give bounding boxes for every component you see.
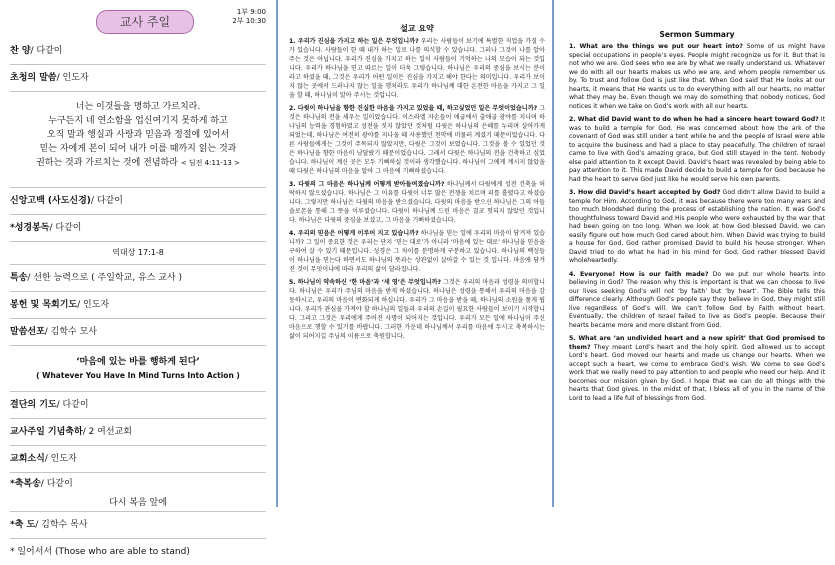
summary-answer: They meant Lord’s heart and the holy spirit. God allowed us to accept Lord’s heart. God moved our hearts and made us change our hearts. When we accept such a heart, we come to embrace God’s wish. We come to see God’s work that we really need to pay attention to and people who need our help. And it becomes our mission given by God. I hope that we can do all things with the hearts that God gives. In the midst of that, I bless all of you in the name of the Lord to lead a life full of blessings from God. [569,343,825,402]
summary-answer: Some of us might have special occupations in people’s eyes. People might recognize us for it. But that is not who we are. God sees who we are by what we really understand us. Whatever we do with all our hearts makes us who we are, and whom people remember us by. To trust and follow God is just like that. When God said that He looks at our hearts, it means that He wants us to do everything with all our hearts, no matter what they may be. Even though we may do something that nobody notices, God notices it when we take on God’s work with all our hearts. [569,43,825,110]
bulletin-header [10,8,266,38]
panel-divider-right [552,0,554,507]
order-item-leader: / 다같이 [90,196,123,206]
scripture-line: 너는 이것들을 명하고 가르치라. [75,102,201,112]
summary-question: 1. 우리가 진심을 가지고 하는 일은 무엇입니까? [289,38,419,45]
order-item-leader: / 다같이 [56,400,89,410]
order-item-offering [10,292,266,319]
summary-question: 1. What are the things we put our heart into? [569,43,743,50]
order-item-leader: / 선한 능력으로 ( 주일학교, 유스 교사 ) [27,273,183,283]
scripture-text: 권하는 것과 가르치는 것에 전념하라 [36,158,178,168]
order-item-name: 특송 [10,273,28,283]
summary-question: 2. 다윗이 하나님을 향한 진실한 마음을 가지고 있었을 때, 하고싶었던 일은 무엇이었습니까? [289,105,538,112]
order-item-announcements [10,446,266,473]
order-item-name: 찬 양 [10,46,31,56]
summary-answer: God didn’t allow David to build a temple for Him. According to God, it was because there were too many wars and too much bloodshed during the process of establishing the nation. It was God’s thoughtfulness toward David and His people who were exhausted by the war that had been going on too long. When we look at how God blessed David, we can easily figure out how much God cared about him. When David was trying to build a house for God, God rather promised David to build his house stronger. When David tried to do what he had in his mind for God, God rather blessed David wholeheartedly. [569,189,825,264]
panel-divider-left [276,0,278,507]
korean-summary-heading: 설교 요약 [400,24,434,33]
closing-song-title: 다시 복음 앞에 [10,495,266,512]
order-item-praise [10,38,266,65]
order-item-name: 봉헌 및 목회기도 [10,300,78,310]
summary-answer: It was to build a temple for God. He was concerned about how the ark of the covenant of God was still under a tent while he and the people of Israel were able to acquire the business and had a place to stay peacefully. The children of Israel came to live with God’s amazing grace, but God still stayed in the tent. Nobody else paid attention to it except David. David’s heart was revealed by being able to pay attention to it. This made David decide to build a temple for God because he had the heart to serve God just like he would serve his own parents. [569,116,826,183]
english-summary-item [569,116,825,184]
order-item-name: 결단의 기도 [10,400,57,410]
order-item-leader: / 다같이 [49,223,82,233]
english-summary-heading: Sermon Summary [659,30,735,39]
summary-answer: 우리는 사람들이 보기에 특별한 직업을 가질 수가 있습니다. 사람들이 한 때 내가 하는 일로 나를 의식할 수 있습니다. 그러나 그것이 나를 알아주는 것은 아닙니다. 우리가 진심을 가지고 하는 일이 사람들이 기억하는 나의 모습이 되는 것입니다. 우리가 하나님을 믿고 따르는 일이 더욱 그렇습니다. 하나님은 우리의 중심을 보시는 분이라고 하셨을 때, 그것은 우리가 어떤 일이든 진심을 가지고 해야 한다는 의미입니다. 우리가 보이지 않는 곳에서 드러나지 않는 일을 행치라도 우리가 하나님께 대한 온전한 마음을 가지고 그 일을 할 때, 하나님이 알아 주시는 것입니다. [289,38,546,99]
summary-question: 3. 다윗의 그 마음은 하나님께 어떻게 받아들여졌습니까? [289,181,445,188]
summary-answer: 그것은 우리의 마음과 성령을 의미합니다. 하나님은 우리가 주님의 마음을 받게 하셨습니다. 하나님은 성령을 통해서 우리의 마음을 감동하시고, 우리의 마음이 변화되게 하십니다. 우리가 그 마음을 받을 때, 하나님의 소원을 품게 됩니다. 우리가 관심을 가져야 할 하나님의 일들과 우리의 손길이 필요한 사람들이 보이기 시작합니다. 그리고 그것은 우리에게 주어진 사명이 되어지는 것입니다. 우리가 모든 일에 하나님이 주신 마음으로 행할 수 있기를 바랍니다. 그러한 가운데 하나님께서 우리를 마음에 두시고 축복하시는 삶이 되어지길 주님의 이름으로 축원합니다. [289,279,545,340]
order-item-creed [10,188,266,215]
order-item-doxology [10,473,266,495]
summary-question: 4. 우리의 믿음은 어떻게 이루어 지고 있습니까? [289,230,419,237]
call-to-worship-scripture [10,92,266,188]
scripture-line: 누구든지 네 연소함을 업신여기지 못하게 하고 [48,116,228,126]
english-summary-panel [557,0,835,507]
korean-summary-item [289,37,545,100]
scripture-reference-reading: 역대상 17:1-8 [112,248,164,257]
english-summary-item [569,43,825,111]
english-summary-item [569,189,825,266]
summary-question: 5. What are ‘an undivided heart and a new spirit’ that God promised to them? [569,335,825,351]
order-item-name: 말씀선포 [10,327,45,337]
scripture-line: 믿는 자에게 본이 되어 내가 이를 때까지 읽는 것과 [39,144,237,154]
order-of-worship-panel [0,0,276,557]
order-item-teacher-celebration [10,419,266,446]
page-title: 교사 주일 [96,10,194,34]
order-item-name: 교회소식 [10,454,45,464]
order-item-name: 교사주일 기념축하 [10,427,83,437]
korean-summary-item [289,104,545,176]
english-summary-item [569,271,825,331]
sermon-title [10,346,266,392]
korean-summary-item [289,229,545,274]
summary-answer: 하나님께서 다윗에게 성전 건축을 허락하지 않으셨습니다. 하나님은 그 이유를 다윗이 너무 많은 전쟁을 치르며 피를 흘렸다고 하셨습니다. 그렇지만 하나님은 다윗의 마음을 받으셨습니다. 다윗의 마음을 받으신 하나님은 그의 아들 솔로몬을 통해 그 뜻을 이루셨습니다. 다윗이 하나님께 드린 마음은 결코 헛되지 않았던 것입니다. 하나님은 다윗의 중심을 보셨고, 그 마음을 기뻐하셨습니다. [289,181,546,224]
korean-summary-panel [279,0,549,507]
korean-summary-item [289,180,545,225]
order-item-leader: / 김학수 모사 [44,327,98,337]
order-item-leader: / 다같이 [30,46,63,56]
scripture-line [10,156,266,170]
summary-answer: Do we put our whole hearts into believing in God? The reason why this is important is that we can choose to live our lives seeking God’s will not ‘by faith’ but ‘by heart’. The Bible tells this difference clearly. Although God’s people say they believe in God, they might still live regardless of God’s will. We can’t follow God by Faith without heart. Eventually, the children of Israel failed to live as God’s people. Because their hearts became more and more distant from God. [569,270,825,329]
order-item-leader: / 2 여선교회 [82,427,132,437]
order-item-name: *축복송 [10,479,41,489]
summary-answer: 하나님을 믿는 일에 우리의 마음이 담겨져 있습니까? 그 일이 중요한 것은 우리는 단지 ‘믿는 대로’가 아니라 ‘마음에 있는 대로’ 하나님을 믿음을 구하여 살 수 있기 때문입니다. 성경은 그 차이를 분명하게 구분하고 있습니다. 하나님의 백성들이 하나님을 믿는다 하면서도 하나님의 뜻과는 상관없이 살아갈 수 있는 것 입니다. 마음에 담겨진 것이 무엇이냐에 따라 우리의 삶이 달라집니다. [289,230,546,273]
scripture-line: 오직 말과 행실과 사랑과 믿음과 정절에 있어서 [46,130,230,140]
order-item-name: *축 도 [10,520,36,530]
summary-answer: 그것은 하나님의 전을 세우는 일이었습니다. 이스라엘 자손들이 애굽에서 출애굽 광야를 지나며 하나님의 능력을 경험하였고 성전을 짓지 않았던 것처럼 다윗은 하나님의 은혜를 누리며 살아가게 되었는데, 하나님은 여전히 광야를 지나올 때 사용했던 천막에 머물러 계셨기 때문이었습니다. 다른 사람들에게는 그것이 주목되지 않았지만, 다윗은 그것이 보였습니다. 그것을 볼 수 있었던 것은 하나님을 향한 마음이 남달랐기 때문이었습니다. 그래서 다윗은 하나님의 전을 건축하고 싶었습니다. 하나님이 계신 곳은 모두 기뻐하실 것이라 생각했습니다. 하나님이 그에게 계시지 않았을 때 다윗은 하나님의 마음을 알아 그 마음에 기뻐하셨습니다. [289,105,545,175]
summary-question: 5. 하나님이 약속하신 ‘한 마음’과 ‘새 영’은 무엇입니까? [289,279,442,286]
summary-question: 3. How did David’s heart accepted by God? [569,189,721,196]
order-item-leader: / 김학수 목사 [35,520,88,530]
sermon-title-english: ( Whatever You Have In Mind Turns Into Action ) [36,371,240,380]
english-summary-item [569,335,825,403]
order-item-leader: / 다같이 [40,479,73,489]
order-item-name: *성경봉독 [10,223,50,233]
standing-note: * 일어서서 (Those who are able to stand) [10,547,190,557]
order-item-leader: / 인도자 [44,454,77,464]
order-item-leader: / 인도자 [56,73,89,83]
summary-question: 4. Everyone! How is our faith made? [569,270,709,278]
order-item-benediction [10,512,266,539]
sermon-title-korean: ‘마음에 있는 바를 행하게 된다’ [76,357,200,367]
order-item-name: 신앙고백 (사도신경) [10,196,91,206]
order-item-sermon [10,319,266,346]
order-item-scripture-reading [10,215,266,242]
order-item-leader: / 인도자 [77,300,110,310]
summary-question: 2. What did David want to do when he had a sincere heart toward God? [569,116,819,123]
order-item-invitation [10,65,266,92]
service-time-1: 1부 9:00 [236,8,266,16]
korean-summary-item [289,278,545,341]
order-item-name: 초청의 말씀 [10,73,57,83]
order-item-decision-prayer [10,392,266,419]
service-times [232,8,266,26]
scripture-reference: < 딤전 4:11-13 > [180,159,240,167]
service-time-2: 2부 10:30 [232,17,266,25]
order-item-special-song [10,264,266,292]
